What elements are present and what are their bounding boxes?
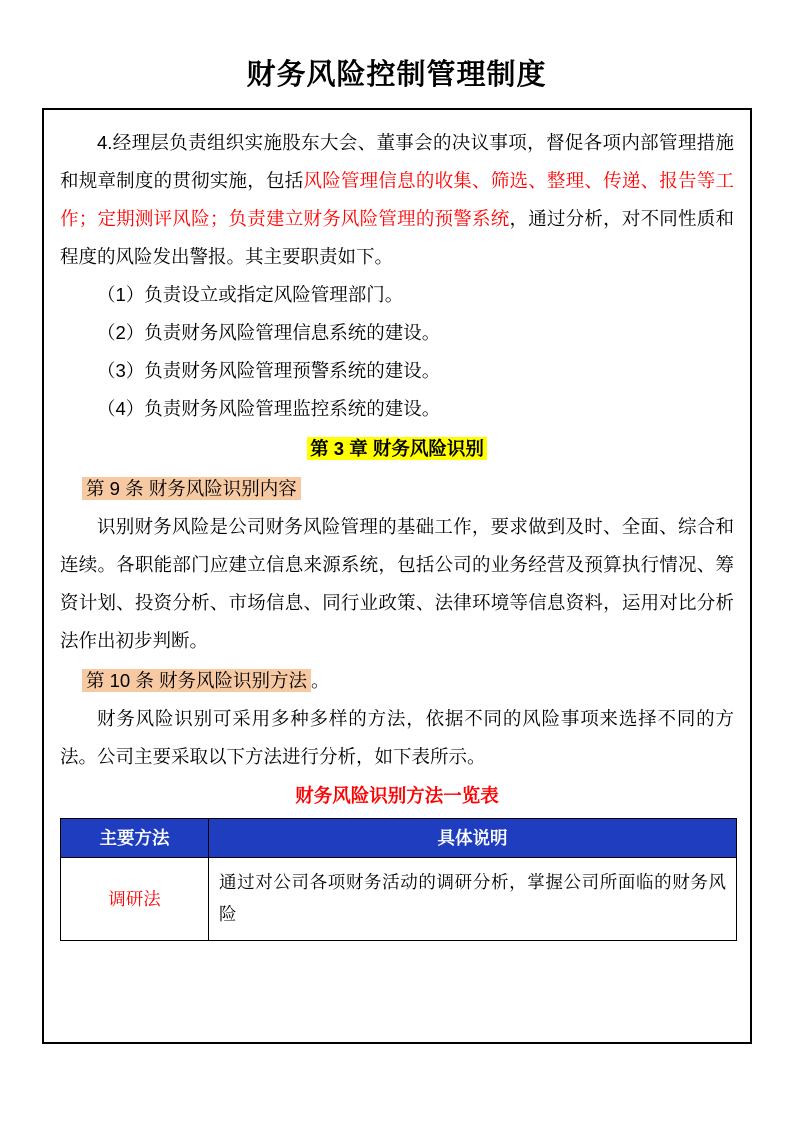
paragraph-4-text-part1: 4.经理层负责组织实施股东大会、董事会的决议事项，督促各项内部管理措施和规章制度的贯彻实施，包括 [60,132,734,191]
list-item-2: （2）负责财务风险管理信息系统的建设。 [97,322,441,343]
table-cell-description: 通过对公司各项财务活动的调研分析，掌握公司所面临的财务风险 [209,858,737,941]
paragraph-item-4 [60,124,734,276]
clause-9-heading [60,470,734,508]
table-header-method: 主要方法 [61,819,209,858]
list-item-4: （4）负责财务风险管理监控系统的建设。 [97,398,441,419]
list-item-3: （3）负责财务风险管理预警系统的建设。 [97,360,441,381]
clause-9-body: 识别财务风险是公司财务风险管理的基础工作，要求做到及时、全面、综合和连续。各职能部门应建立信息来源系统，包括公司的业务经营及预算执行情况、筹资计划、投资分析、市场信息、同行业政策、法律环境等信息资料，运用对比分析法作出初步判断。 [60,516,734,651]
clause-10-heading [60,662,734,700]
page-title: 财务风险控制管理制度 [246,59,547,91]
paragraph-4-highlight-red: 风险管理信息的收集、筛选、整理、传递、报告等工作；定期测评风险；负责建立财务风险管理的预警系统 [60,170,734,229]
table-header-description: 具体说明 [209,819,737,858]
risk-identification-method-table [60,818,737,941]
content-body [44,110,750,941]
clause-9-heading-text: 第 9 条 财务风险识别内容 [82,477,301,500]
chapter-heading [60,430,734,468]
list-item-1: （1）负责设立或指定风险管理部门。 [97,284,404,305]
paragraph-4-text-part2: ，通过分析，对不同性质和程度的风险发出警报。其主要职责如下。 [60,208,734,267]
table-caption: 财务风险识别方法一览表 [295,785,499,806]
clause-10-heading-text: 第 10 条 财务风险识别方法 [82,669,311,692]
table-row [61,858,737,941]
table-cell-method: 调研法 [61,858,209,941]
clause-10-heading-suffix: 。 [311,670,330,691]
content-frame [42,108,752,1044]
table-header-row [61,819,737,858]
chapter-heading-text: 第 3 章 财务风险识别 [307,437,487,460]
clause-10-body: 财务风险识别可采用多种多样的方法，依据不同的风险事项来选择不同的方法。公司主要采取以下方法进行分析，如下表所示。 [60,708,734,767]
